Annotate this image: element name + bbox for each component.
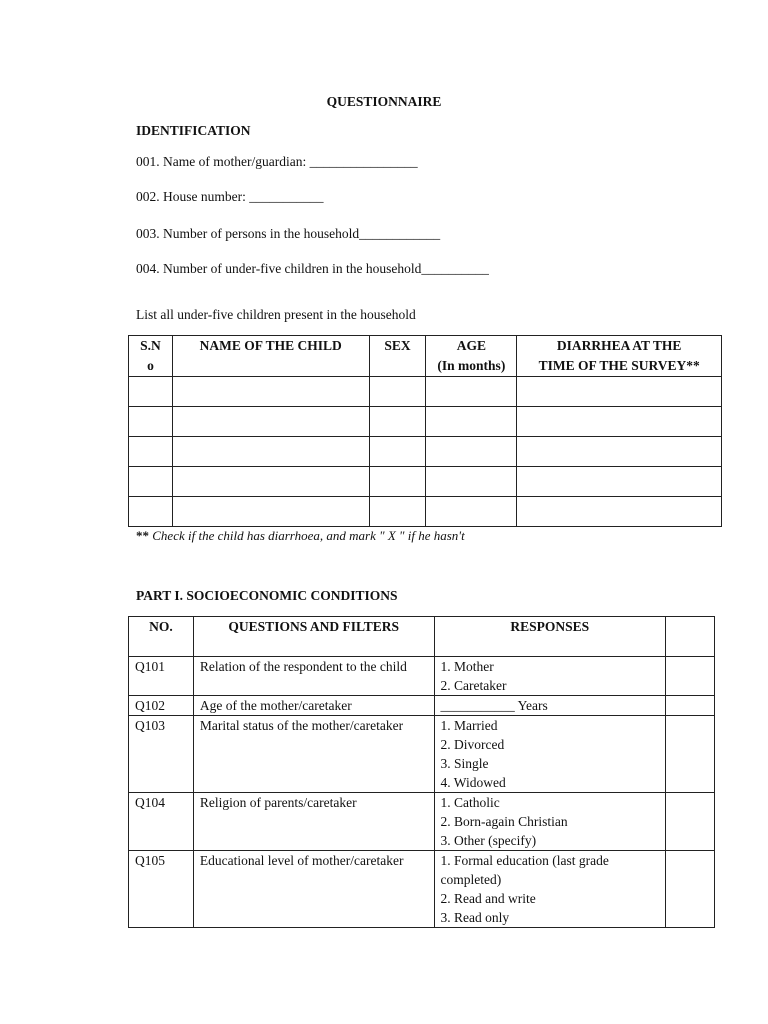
blank-cell — [369, 437, 426, 467]
children-table — [128, 335, 722, 527]
blank-cell — [426, 497, 517, 527]
blank-cell — [517, 437, 722, 467]
header-responses: RESPONSES — [434, 617, 666, 657]
header-blank — [666, 617, 715, 657]
question-number: Q105 — [129, 851, 194, 928]
table-row — [129, 696, 715, 716]
question-number: Q101 — [129, 657, 194, 696]
blank-cell — [129, 407, 173, 437]
question-number: Q102 — [129, 696, 194, 716]
header-diarrhea: DIARRHEA AT THE TIME OF THE SURVEY** — [517, 336, 722, 377]
blank-cell — [517, 497, 722, 527]
blank-cell — [172, 437, 369, 467]
table-row — [129, 467, 722, 497]
header-age: AGE (In months) — [426, 336, 517, 377]
blank-cell — [172, 467, 369, 497]
question-text: Marital status of the mother/caretaker — [193, 716, 434, 793]
blank-cell — [129, 377, 173, 407]
blank-cell — [129, 497, 173, 527]
blank-cell — [172, 377, 369, 407]
blank-cell — [369, 407, 426, 437]
part1-table-header — [129, 617, 715, 657]
blank-cell — [369, 377, 426, 407]
table-row — [129, 497, 722, 527]
diarrhea-note: ** Check if the child has diarrhoea, and mark " X " if he hasn't — [136, 528, 465, 543]
question-number: Q103 — [129, 716, 194, 793]
blank-cell — [172, 407, 369, 437]
question-text: Religion of parents/caretaker — [193, 793, 434, 851]
header-questions: QUESTIONS AND FILTERS — [193, 617, 434, 657]
table-row — [129, 657, 715, 696]
blank-cell — [369, 497, 426, 527]
table-row — [129, 716, 715, 793]
blank-cell — [666, 793, 715, 851]
header-sex: SEX — [369, 336, 426, 377]
blank-cell — [517, 407, 722, 437]
field-under-five-children: 004. Number of under-five children in the household__________ — [136, 261, 489, 276]
blank-cell — [129, 437, 173, 467]
table-row — [129, 793, 715, 851]
blank-cell — [666, 657, 715, 696]
question-number: Q104 — [129, 793, 194, 851]
response-list: 1. Catholic 2. Born-again Christian 3. Other (specify) — [434, 793, 666, 851]
blank-cell — [426, 437, 517, 467]
identification-heading: IDENTIFICATION — [136, 123, 251, 138]
blank-cell — [517, 467, 722, 497]
header-sno: S.N o — [129, 336, 173, 377]
response-list: 1. Mother 2. Caretaker — [434, 657, 666, 696]
blank-cell — [426, 407, 517, 437]
field-mother-name: 001. Name of mother/guardian: ________________ — [136, 154, 418, 169]
header-child-name: NAME OF THE CHILD — [172, 336, 369, 377]
part1-heading: PART I. SOCIOECONOMIC CONDITIONS — [136, 588, 398, 603]
blank-cell — [666, 696, 715, 716]
blank-cell — [172, 497, 369, 527]
table-row — [129, 437, 722, 467]
blank-cell — [666, 716, 715, 793]
response-list: 1. Formal education (last grade completed) 2. Read and write 3. Read only — [434, 851, 666, 928]
table-row — [129, 851, 715, 928]
question-text: Age of the mother/caretaker — [193, 696, 434, 716]
table-row — [129, 407, 722, 437]
response-list: ___________ Years — [434, 696, 666, 716]
blank-cell — [129, 467, 173, 497]
page-title: QUESTIONNAIRE — [326, 94, 442, 109]
blank-cell — [666, 851, 715, 928]
question-text: Relation of the respondent to the child — [193, 657, 434, 696]
list-intro: List all under-five children present in the household — [136, 307, 416, 322]
part1-table — [128, 616, 715, 928]
blank-cell — [426, 467, 517, 497]
table-row — [129, 377, 722, 407]
response-list: 1. Married 2. Divorced 3. Single 4. Widowed — [434, 716, 666, 793]
blank-cell — [426, 377, 517, 407]
children-table-header — [129, 336, 722, 377]
blank-cell — [517, 377, 722, 407]
blank-cell — [369, 467, 426, 497]
header-no: NO. — [129, 617, 194, 657]
field-persons-household: 003. Number of persons in the household____________ — [136, 226, 441, 241]
question-text: Educational level of mother/caretaker — [193, 851, 434, 928]
field-house-number: 002. House number: ___________ — [136, 189, 324, 204]
